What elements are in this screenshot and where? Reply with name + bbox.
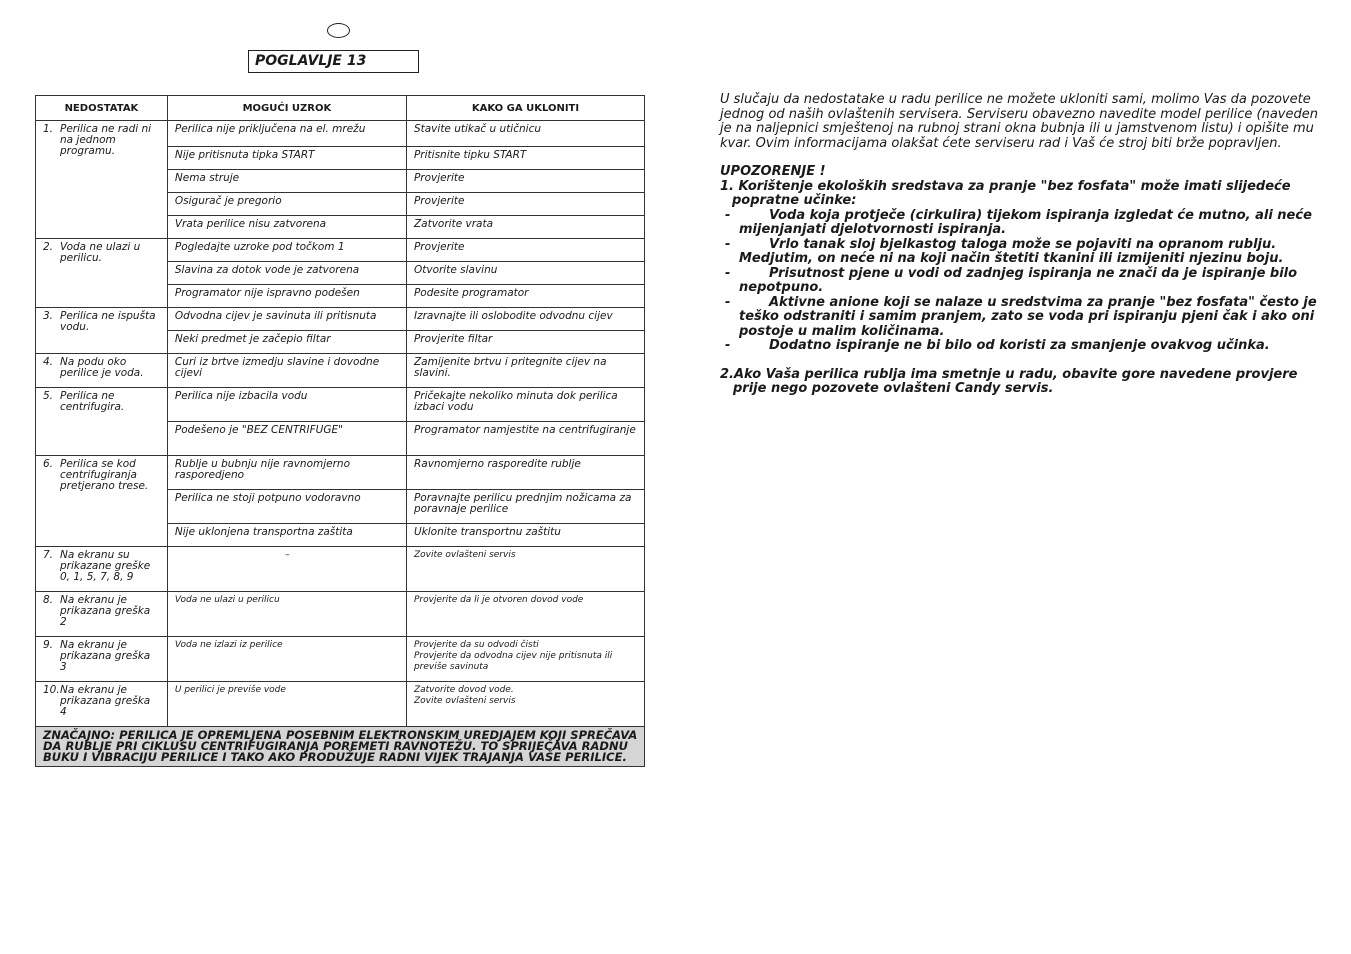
fix-cell: Provjerite da li je otvoren dovod vode (406, 592, 644, 637)
fix-cell: Provjerite (406, 170, 644, 193)
language-badge-oval (327, 23, 350, 38)
cause-cell: Voda ne ulazi u perilicu (167, 592, 406, 637)
table-row (36, 354, 645, 388)
table-row (36, 637, 645, 682)
warning-bullet (720, 209, 1330, 238)
warning-bullet (720, 296, 1330, 340)
table-row (36, 547, 645, 592)
table-row (36, 121, 645, 147)
chapter-title: POGLAVLJE 13 (248, 50, 419, 73)
fix-cell: Zovite ovlašteni servis (406, 547, 644, 592)
bullet-dash: - (725, 294, 731, 310)
symptom-text: Perilica ne ispušta vodu. (60, 310, 156, 333)
bullet-dash: - (725, 338, 731, 353)
cause-cell: Nije pritisnuta tipka START (167, 147, 406, 170)
fix-cell: Zamijenite brtvu i pritegnite cijev na slavini. (406, 354, 644, 388)
table-row (36, 456, 645, 490)
fix-cell: Izravnajte ili oslobodite odvodnu cijev (406, 308, 644, 331)
cause-cell: Perilica ne stoji potpuno vodoravno (167, 490, 406, 524)
cause-cell: Slavina za dotok vode je zatvorena (167, 262, 406, 285)
warning-block (720, 165, 1330, 397)
fix-cell: Otvorite slavinu (406, 262, 644, 285)
troubleshooting-table (35, 95, 645, 767)
fix-cell: Provjerite filtar (406, 331, 644, 354)
cause-cell: Perilica nije priključena na el. mrežu (167, 121, 406, 147)
bullet-dash: - (725, 236, 731, 252)
symptom-cell (36, 308, 168, 354)
fix-cell: Pričekajte nekoliko minuta dok perilica izbaci vodu (406, 388, 644, 422)
fix-cell: Pritisnite tipku START (406, 147, 644, 170)
symptom-text: Na ekranu su prikazane greške 0, 1, 5, 7, 8, 9 (60, 549, 151, 583)
fix-cell: Uklonite transportnu zaštitu (406, 524, 644, 547)
symptom-number: 2. (43, 241, 54, 253)
header-fix: KAKO GA UKLONITI (406, 96, 644, 121)
important-note: ZNAČAJNO: PERILICA JE OPREMLJENA POSEBNIM ELEKTRONSKIM UREDJAJEM KOJI SPREČAVA DA RUBLJE PRI CIKLUSU CENTRIFUGIRANJA POREMETI RAVNOTEŽU. TO SPRIJEČAVA RADNU BUKU I VIBRACIJU PERILICE I TAKO AKO PRODUŽUJE RADNI VIJEK TRAJANJA VAŠE PERILICE. (36, 727, 645, 767)
table-row (36, 388, 645, 422)
symptom-cell (36, 682, 168, 727)
fix-cell: Poravnajte perilicu prednjim nožicama za poravnaje perilice (406, 490, 644, 524)
symptom-number: 3. (43, 310, 54, 322)
symptom-number: 9. (43, 639, 54, 651)
fix-cell: Ravnomjerno rasporedite rublje (406, 456, 644, 490)
cause-cell: Perilica nije izbacila vodu (167, 388, 406, 422)
symptom-number: 6. (43, 458, 54, 470)
fix-cell: Zatvorite vrata (406, 216, 644, 239)
symptom-cell (36, 456, 168, 547)
bullet-text: Aktivne anione koji se nalaze u sredstvima za pranje "bez fosfata" često je teško odstraniti i samim pranjem, zato se voda pri ispiranju pjeni čak i ako oni postoje u malim količinama. (739, 294, 1317, 339)
table-body (36, 121, 645, 727)
symptom-text: Na ekranu je prikazana greška 3 (60, 639, 151, 673)
symptom-number: 10. (43, 684, 60, 696)
cause-cell: Neki predmet je začepio filtar (167, 331, 406, 354)
symptom-cell (36, 592, 168, 637)
table-row (36, 592, 645, 637)
bullet-text: Vrlo tanak sloj bjelkastog taloga može se pojaviti na opranom rublju. Medjutim, on neće ni na koji način štetiti tkanini ili izmijeniti njezinu boju. (739, 236, 1284, 266)
symptom-cell (36, 239, 168, 308)
bullet-dash: - (725, 207, 731, 223)
cause-cell: – (167, 547, 406, 592)
warning-title: UPOZORENJE ! (720, 164, 826, 179)
table-row (36, 239, 645, 262)
symptom-text: Na podu oko perilice je voda. (60, 356, 144, 379)
bullet-text: Prisutnost pjene u vodi od zadnjeg ispiranja ne znači da je ispiranje bilo nepotpuno. (739, 265, 1298, 295)
symptom-text: Perilica se kod centrifugiranja pretjerano trese. (60, 458, 149, 492)
symptom-text: Perilica ne radi ni na jednom programu. (60, 123, 152, 157)
cause-cell: Voda ne izlazi iz perilice (167, 637, 406, 682)
cause-cell: Nema struje (167, 170, 406, 193)
symptom-cell (36, 354, 168, 388)
symptom-cell (36, 121, 168, 239)
cause-cell: Pogledajte uzroke pod točkom 1 (167, 239, 406, 262)
symptom-text: Na ekranu je prikazana greška 2 (60, 594, 151, 628)
cause-cell: Odvodna cijev je savinuta ili pritisnuta (167, 308, 406, 331)
table-row (36, 308, 645, 331)
cause-cell: Curi iz brtve izmedju slavine i dovodne cijevi (167, 354, 406, 388)
symptom-text: Perilica ne centrifugira. (60, 390, 125, 413)
fix-cell: Provjerite (406, 239, 644, 262)
warning-point-1: 1. Korištenje ekoloških sredstava za pranje "bez fosfata" može imati slijedeće popratne učinke: (720, 178, 1291, 208)
symptom-text: Voda ne ulazi u perilicu. (60, 241, 141, 264)
symptom-number: 4. (43, 356, 54, 368)
fix-cell: Zatvorite dovod vode. Zovite ovlašteni servis (406, 682, 644, 727)
table-row (36, 682, 645, 727)
symptom-number: 1. (43, 123, 54, 135)
cause-cell: Programator nije ispravno podešen (167, 285, 406, 308)
fix-cell: Stavite utikač u utičnicu (406, 121, 644, 147)
header-fault: NEDOSTATAK (36, 96, 168, 121)
bullet-text: Dodatno ispiranje ne bi bilo od koristi za smanjenje ovakvog učinka. (769, 338, 1270, 353)
symptom-number: 8. (43, 594, 54, 606)
symptom-cell (36, 637, 168, 682)
bullet-text: Voda koja protječe (cirkulira) tijekom ispiranja izgledat će mutno, ali neće mijenjanjati djelotvornosti ispiranja. (739, 207, 1312, 237)
warning-bullet (720, 339, 1330, 354)
cause-cell: Vrata perilice nisu zatvorena (167, 216, 406, 239)
cause-cell: Osigurač je pregorio (167, 193, 406, 216)
bullet-dash: - (725, 265, 731, 281)
warning-bullet (720, 238, 1330, 267)
fix-cell: Podesite programator (406, 285, 644, 308)
symptom-number: 5. (43, 390, 54, 402)
warning-bullet (720, 267, 1330, 296)
fix-cell: Provjerite da su odvodi čisti Provjerite da odvodna cijev nije pritisnuta ili previše savinuta (406, 637, 644, 682)
header-cause: MOGUĆI UZROK (167, 96, 406, 121)
symptom-number: 7. (43, 549, 54, 561)
note-row (36, 727, 645, 767)
intro-paragraph: U slučaju da nedostatake u radu perilice ne možete ukloniti sami, molimo Vas da pozovete jednog od naših ovlaštenih servisera. Serviseru obavezno navedite model perilice (naveden je na naljepnici smještenoj na rubnoj strani okna bubnja ili u jamstvenom listu) i opišite mu kvar. Ovim informacijama olakšat ćete serviseru rad i Vaš će stroj biti brže popravljen. (720, 92, 1318, 151)
symptom-cell (36, 547, 168, 592)
warning-bullets (720, 209, 1330, 354)
cause-cell: Nije uklonjena transportna zaštita (167, 524, 406, 547)
table-header-row (36, 96, 645, 121)
symptom-cell (36, 388, 168, 456)
cause-cell: Podešeno je "BEZ CENTRIFUGE" (167, 422, 406, 456)
right-panel (720, 93, 1330, 397)
fix-cell: Provjerite (406, 193, 644, 216)
fix-cell: Programator namjestite na centrifugiranje (406, 422, 644, 456)
cause-cell: Rublje u bubnju nije ravnomjerno rasporedjeno (167, 456, 406, 490)
warning-point-2: 2.Ako Vaša perilica rublja ima smetnje u radu, obavite gore navedene provjere prije nego pozovete ovlašteni Candy servis. (720, 366, 1298, 396)
symptom-text: Na ekranu je prikazana greška 4 (60, 684, 151, 718)
cause-cell: U perilici je previše vode (167, 682, 406, 727)
